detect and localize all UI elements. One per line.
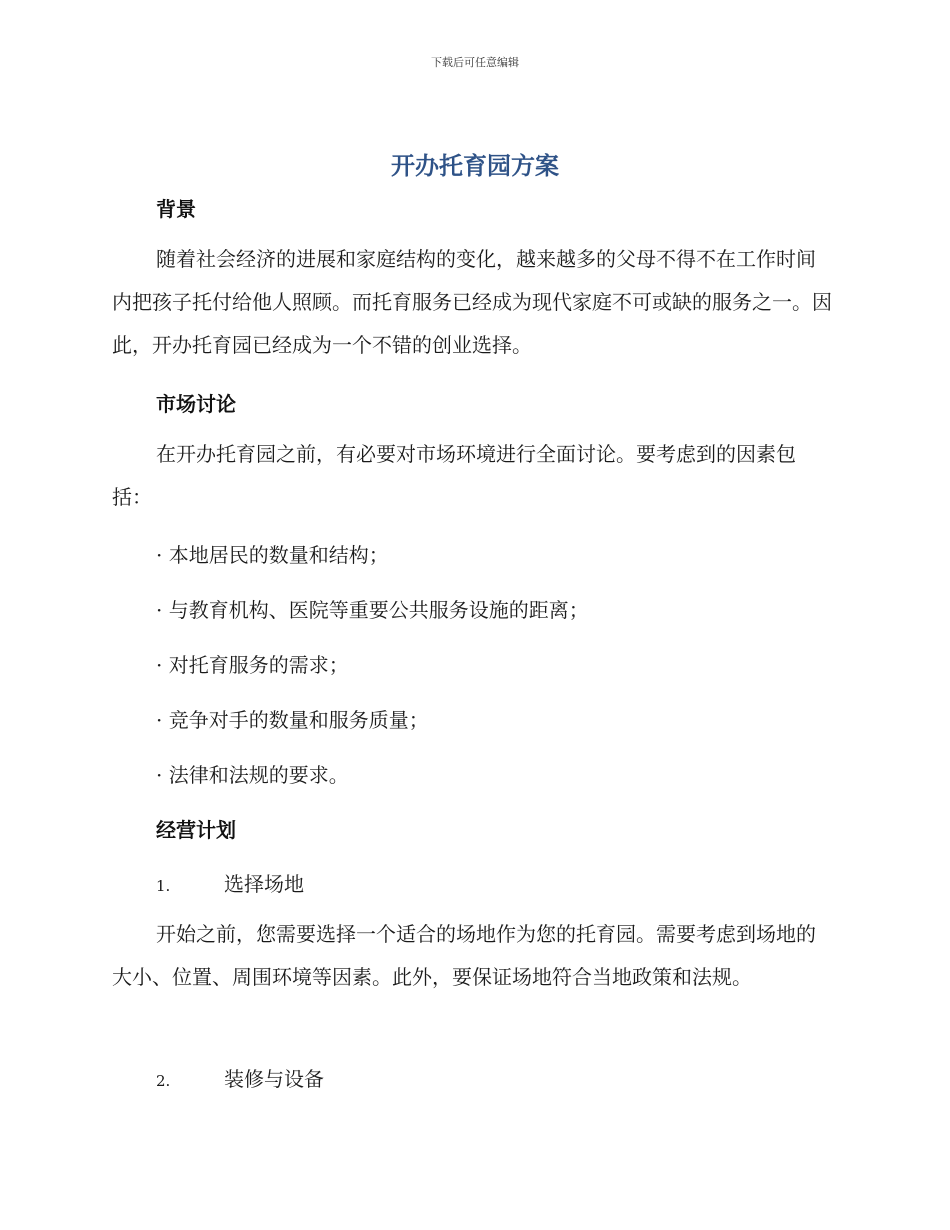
item-number: 2.	[156, 1072, 171, 1090]
item-label: 选择场地	[224, 872, 304, 896]
numbered-item-1	[156, 868, 304, 897]
list-item: · 法律和法规的要求。	[156, 763, 349, 787]
list-item: · 竞争对手的数量和服务质量；	[156, 708, 429, 732]
list-item: · 本地居民的数量和结构；	[156, 543, 389, 567]
item-label: 装修与设备	[224, 1067, 324, 1091]
section-heading-plan: 经营计划	[156, 818, 236, 842]
background-paragraph: 随着社会经济的进展和家庭结构的变化，越来越多的父母不得不在工作时间内把孩子托付给他人照顾。而托育服务已经成为现代家庭不可或缺的服务之一。因此，开办托育园已经成为一个不错的创业选择。	[112, 247, 832, 357]
numbered-item-2	[156, 1063, 324, 1092]
market-paragraph: 在开办托育园之前，有必要对市场环境进行全面讨论。要考虑到的因素包括：	[112, 442, 796, 509]
section-heading-market: 市场讨论	[156, 392, 236, 416]
plan-item1-paragraph: 开始之前，您需要选择一个适合的场地作为您的托育园。需要考虑到场地的大小、位置、周围环境等因素。此外，要保证场地符合当地政策和法规。	[112, 922, 816, 989]
list-item: · 对托育服务的需求；	[156, 653, 349, 677]
document-title: 开办托育园方案	[391, 152, 559, 180]
page-header: 下载后可任意编辑	[431, 56, 519, 69]
section-heading-background: 背景	[156, 197, 196, 221]
item-number: 1.	[156, 877, 171, 895]
list-item: · 与教育机构、医院等重要公共服务设施的距离；	[156, 598, 589, 622]
